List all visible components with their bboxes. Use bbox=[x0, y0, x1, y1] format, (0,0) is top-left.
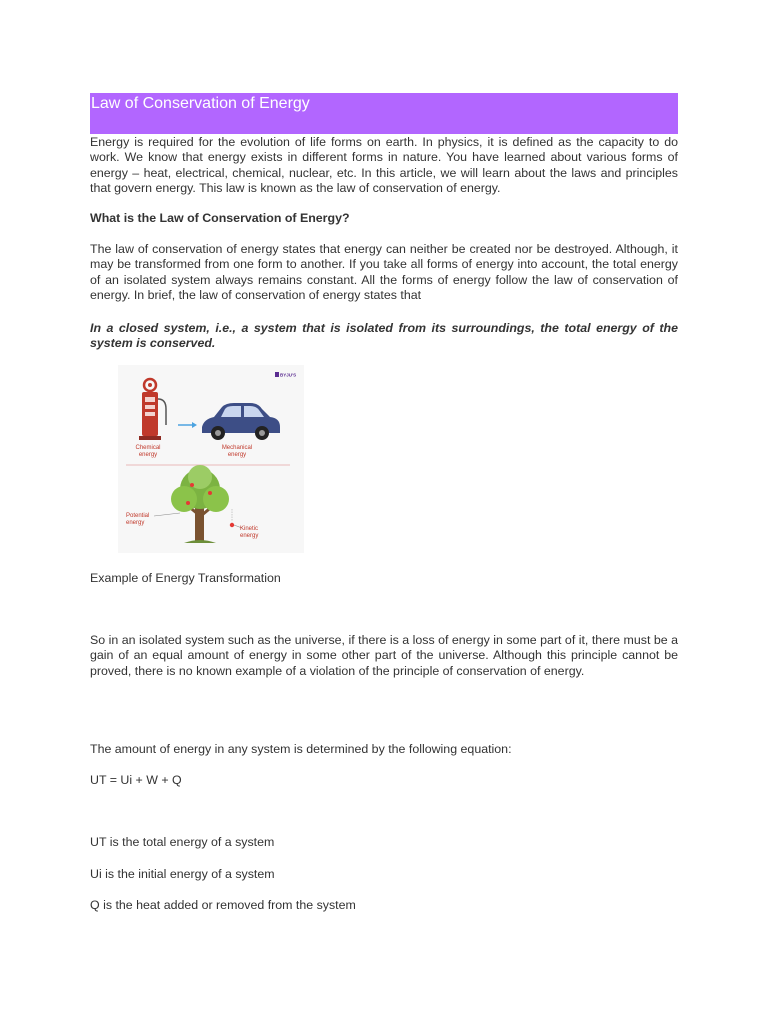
section-heading: What is the Law of Conservation of Energy? bbox=[90, 211, 350, 225]
transformation-arrow-icon bbox=[178, 422, 197, 428]
title-banner bbox=[90, 93, 678, 134]
isolated-system-paragraph: So in an isolated system such as the universe, if there is a loss of energy in some part of it, there must be a gain of an equal amount of energy in some other part of the universe. Although this principle cannot be proved, there is no known example of a violation of the principle of conservation of energy. bbox=[90, 633, 678, 678]
definition-ut: UT is the total energy of a system bbox=[90, 835, 275, 849]
potential-energy-label-line2: energy bbox=[126, 520, 145, 526]
kinetic-energy-label-line2: energy bbox=[240, 533, 259, 539]
fuel-pump-icon bbox=[139, 379, 166, 440]
brand-logo-icon bbox=[275, 372, 279, 377]
kinetic-energy-label-line1: Kinetic bbox=[240, 526, 259, 532]
mechanical-energy-label-line1: Mechanical bbox=[221, 445, 253, 451]
definition-q: Q is the heat added or removed from the system bbox=[90, 898, 356, 912]
brand-logo-text: BYJU'S bbox=[280, 372, 297, 378]
page-title: Law of Conservation of Energy bbox=[91, 95, 310, 112]
tree-icon bbox=[171, 465, 229, 543]
mechanical-energy-label-line2: energy bbox=[227, 452, 247, 458]
potential-energy-label-line1: Potential bbox=[126, 513, 150, 519]
equation-intro: The amount of energy in any system is determined by the following equation: bbox=[90, 742, 512, 756]
energy-equation: UT = Ui + W + Q bbox=[90, 773, 182, 787]
chemical-energy-label-line2: energy bbox=[138, 452, 158, 458]
falling-apple-icon bbox=[230, 523, 234, 527]
chemical-energy-label-line1: Chemical bbox=[135, 445, 161, 451]
potential-label-pointer bbox=[154, 513, 180, 516]
intro-paragraph: Energy is required for the evolution of life forms on earth. In physics, it is defined as the capacity to do work. We know that energy exists in different forms in nature. You have learned about various forms of energy – heat, electrical, chemical, nuclear, etc. In this article, we will learn about the laws and principles that govern energy. This law is known as the law of conservation of energy. bbox=[90, 135, 678, 196]
definition-paragraph: The law of conservation of energy states that energy can neither be created nor be destroyed. Although, it may be transformed from one form to another. If you take all forms of energy into account, the total energy of an isolated system always remains constant. All the forms of energy follow the law of conservation of energy. In brief, the law of conservation of energy states that bbox=[90, 242, 678, 303]
energy-illustration bbox=[118, 365, 304, 553]
car-icon bbox=[202, 403, 280, 440]
definition-ui: Ui is the initial energy of a system bbox=[90, 867, 275, 881]
energy-transformation-figure bbox=[118, 365, 304, 553]
figure-caption: Example of Energy Transformation bbox=[90, 571, 281, 585]
law-statement-quote: In a closed system, i.e., a system that is isolated from its surroundings, the total energy of the system is conserved. bbox=[90, 321, 678, 351]
